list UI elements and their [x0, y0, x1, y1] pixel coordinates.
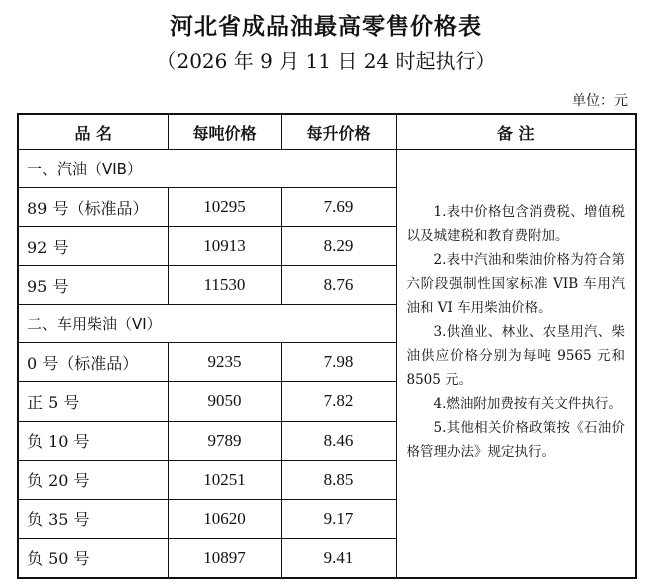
price-per-liter: 8.76	[281, 266, 396, 305]
price-per-ton: 9235	[168, 343, 281, 382]
header-per-ton: 每吨价格	[168, 114, 281, 150]
remarks-cell	[396, 150, 636, 579]
price-per-liter: 9.17	[281, 499, 396, 538]
product-name: 负 50 号	[18, 538, 168, 578]
price-per-ton: 9789	[168, 421, 281, 460]
product-name: 95 号	[18, 266, 168, 305]
price-table	[17, 113, 637, 579]
note-item: 4.燃油附加费按有关文件执行。	[433, 396, 622, 412]
product-name: 0 号（标准品）	[18, 343, 168, 382]
product-name: 负 35 号	[18, 499, 168, 538]
header-remarks: 备 注	[396, 114, 636, 150]
price-per-liter: 7.69	[281, 188, 396, 227]
price-per-liter: 9.41	[281, 538, 396, 578]
price-per-liter: 8.29	[281, 227, 396, 266]
product-name: 负 10 号	[18, 421, 168, 460]
price-per-ton: 10897	[168, 538, 281, 578]
effective-date: （2026 年 9 月 11 日 24 时起执行）	[156, 49, 496, 73]
table-header-row	[18, 114, 636, 150]
section-title-gasoline: 一、汽油（VIB）	[18, 150, 396, 188]
price-per-liter: 7.98	[281, 343, 396, 382]
note-item: 5.其他相关价格政策按《石油价格管理办法》规定执行。	[406, 420, 625, 460]
price-per-ton: 11530	[168, 266, 281, 305]
unit-label: 单位：元	[572, 93, 628, 109]
product-name: 负 20 号	[18, 460, 168, 499]
price-per-ton: 9050	[168, 382, 281, 421]
price-per-ton: 10251	[168, 460, 281, 499]
product-name: 92 号	[18, 227, 168, 266]
header-product: 品 名	[18, 114, 168, 150]
price-per-ton: 10295	[168, 188, 281, 227]
price-per-liter: 8.46	[281, 421, 396, 460]
note-item: 3.供渔业、林业、农垦用汽、柴油供应价格分别为每吨 9565 元和 8505 元。	[406, 324, 625, 388]
price-per-liter: 7.82	[281, 382, 396, 421]
note-item: 1.表中价格包含消费税、增值税以及城建税和教育费附加。	[406, 204, 625, 244]
section-row	[18, 150, 636, 188]
product-name: 正 5 号	[18, 382, 168, 421]
section-title-diesel: 二、车用柴油（VI）	[18, 305, 396, 343]
page-title: 河北省成品油最高零售价格表	[170, 14, 482, 40]
product-name: 89 号（标准品）	[18, 188, 168, 227]
price-per-liter: 8.85	[281, 460, 396, 499]
note-item: 2.表中汽油和柴油价格为符合第六阶段强制性国家标准 VIB 车用汽油和 VI 车用柴油价格。	[406, 252, 625, 316]
price-per-ton: 10620	[168, 499, 281, 538]
price-per-ton: 10913	[168, 227, 281, 266]
header-per-liter: 每升价格	[281, 114, 396, 150]
